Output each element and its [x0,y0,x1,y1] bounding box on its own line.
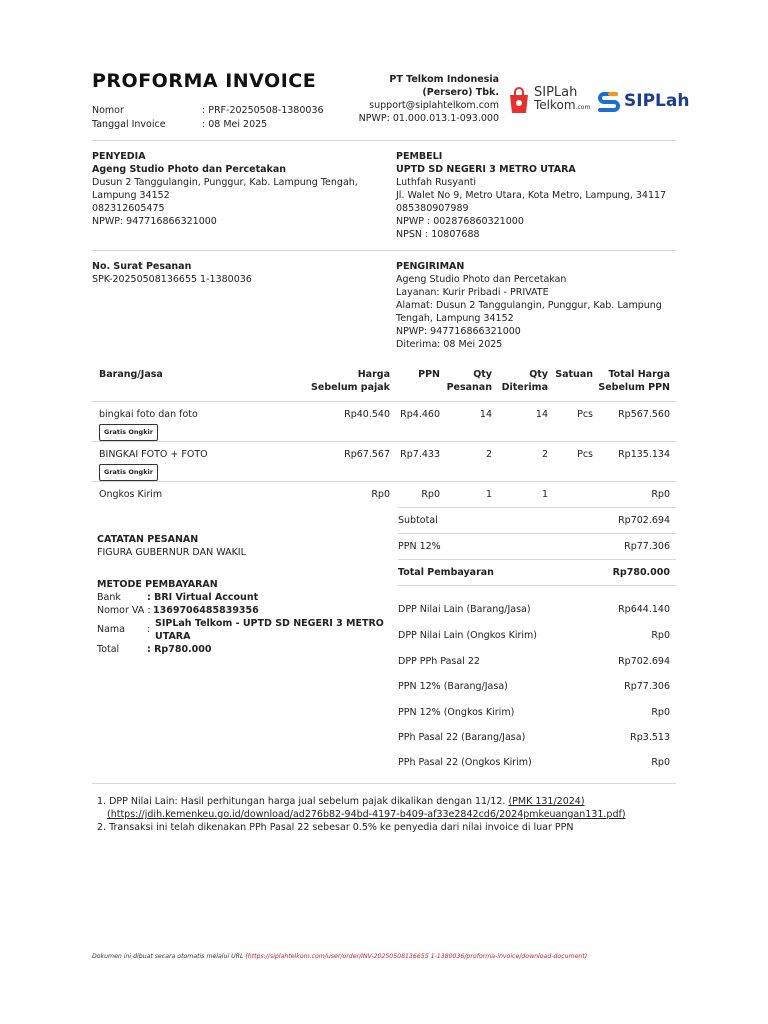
catatan-block [97,533,387,559]
notes-block [97,795,677,834]
pengiriman-diterima: Diterima: 08 Mei 2025 [396,339,503,350]
row-item-name: BINGKAI FOTO + FOTO [99,449,208,460]
row-item-cell [99,448,208,481]
nama-label: Nama [97,624,126,635]
penyedia-address2: Lampung 34152 [92,190,170,201]
row-item-name: Ongkos Kirim [99,489,163,500]
row-item-cell [99,408,198,441]
dpp-lain-bj-row [398,604,670,615]
total-label: Total Pembayaran [398,567,494,578]
note-2: 2. Transaksi ini telah dikenakan PPh Pasal 22 sebesar 0.5% ke penyedia dari nilai invoice di luar PPN [97,822,574,833]
document-url-link[interactable]: https://siplahtelkom.com/user/order/INV-20250508136655 1-1380036/proforma-invoice/download-document [247,953,585,960]
issuer-name-line2: (Persero) Tbk. [422,87,499,98]
jdih-link[interactable]: (https://jdih.kemenkeu.go.id/download/ad276b82-94bd-4197-b409-af33e2842cd6/2024pmkeuangan131.pdf) [107,809,626,820]
pengiriman-alamat1: Alamat: Dusun 2 Tanggulangin, Punggur, Kab. Lampung [396,300,662,311]
note-1: 1. DPP Nilai Lain: Hasil perhitungan harga jual sebelum pajak dikalikan dengan 11/12. (PMK 131/2024) [97,796,585,807]
metode-heading: METODE PEMBAYARAN [97,579,218,590]
pembeli-npwp: NPWP : 002876860321000 [396,216,524,227]
penyedia-heading: PENYEDIA [92,151,146,162]
row-qty-diterima: 14 [535,409,548,420]
divider [92,140,676,141]
divider [92,783,676,784]
siplah-mark-icon [596,89,622,113]
pmk-link[interactable]: (PMK 131/2024) [508,796,585,807]
ppn-bj-row [398,681,670,692]
pph-bj-row [398,732,670,743]
divider [398,585,676,586]
penyedia-name: Ageng Studio Photo dan Percetakan [92,164,287,175]
tanggal-value: : 08 Mei 2025 [202,119,268,130]
dpp-pph-value: Rp702.694 [618,656,670,667]
subtotal-label: Subtotal [398,515,438,526]
row-harga: Rp0 [371,489,390,500]
row-qty-pesanan: 1 [485,489,492,500]
ppn-bj-label: PPN 12% (Barang/Jasa) [398,681,508,692]
bank-label: Bank [97,592,121,603]
row-qty-pesanan: 14 [479,409,492,420]
total-value: Rp780.000 [612,567,670,578]
dpp-lain-bj-value: Rp644.140 [618,604,670,615]
nomor-label: Nomor [92,105,124,116]
row-satuan: Pcs [577,449,593,460]
pph-ok-value: Rp0 [651,757,670,768]
row-item-name: bingkai foto dan foto [99,409,198,420]
pembeli-name: UPTD SD NEGERI 3 METRO UTARA [396,164,576,175]
divider [92,481,676,482]
pengiriman-block [396,260,676,351]
logo1-text-a: SIPLah [534,85,578,100]
ppn-label: PPN 12% [398,541,441,552]
penyedia-phone: 082312605475 [92,203,165,214]
divider [398,507,676,508]
gratis-ongkir-badge: Gratis Ongkir [99,424,158,441]
pph-ok-row [398,757,670,768]
row-ppn: Rp0 [421,489,440,500]
ppn-ok-value: Rp0 [651,707,670,718]
catatan-value: FIGURA GUBERNUR DAN WAKIL [97,547,246,558]
nama-value: SIPLah Telkom - UPTD SD NEGERI 3 METRO UTARA [155,618,384,642]
nomor-row [92,104,324,117]
tanggal-label: Tanggal Invoice [92,119,166,130]
divider [398,559,676,560]
pengiriman-heading: PENGIRIMAN [396,261,465,272]
th-harga: Harga Sebelum pajak [311,369,390,393]
page-title: PROFORMA INVOICE [92,70,317,92]
pembeli-contact: Luthfah Rusyanti [396,177,477,188]
row-harga: Rp67.567 [344,449,390,460]
pembeli-phone: 085380907989 [396,203,469,214]
logo2-text: SIPLah [624,91,690,111]
bank-value: : BRI Virtual Account [147,592,259,603]
issuer-block [300,73,499,125]
row-total: Rp567.560 [618,409,670,420]
pengiriman-name: Ageng Studio Photo dan Percetakan [396,274,567,285]
issuer-email: support@siplahtelkom.com [369,100,499,111]
divider [92,401,676,402]
logo1-text-c: .com [575,104,591,111]
th-ppn: PPN [418,369,440,380]
gratis-ongkir-badge: Gratis Ongkir [99,464,158,481]
penyedia-address1: Dusun 2 Tanggulangin, Punggur, Kab. Lampung Tengah, [92,177,358,188]
tanggal-row [92,118,267,131]
subtotal-row [398,515,670,526]
nama-colon: : [147,624,151,635]
penyedia-block [92,150,382,228]
pengiriman-npwp: NPWP: 947716866321000 [396,326,521,337]
dpp-lain-ok-row [398,630,670,641]
ppn-row [398,541,670,552]
dpp-pph-row [398,656,670,667]
surat-block [92,260,382,286]
table-row [92,488,676,504]
pph-bj-value: Rp3.513 [630,732,670,743]
catatan-heading: CATATAN PESANAN [97,534,199,545]
total-bayar-value: : Rp780.000 [147,644,212,655]
row-satuan: Pcs [577,409,593,420]
row-ppn: Rp7.433 [400,449,440,460]
penyedia-npwp: NPWP: 947716866321000 [92,216,217,227]
table-row [92,448,676,480]
row-total: Rp0 [651,489,670,500]
table-header [92,368,676,398]
row-qty-diterima: 2 [541,449,548,460]
table-row [92,408,676,440]
pembeli-address: Jl. Walet No 9, Metro Utara, Kota Metro, Lampung, 34117 [396,190,667,201]
dpp-lain-ok-value: Rp0 [651,630,670,641]
divider [398,533,676,534]
dpp-lain-bj-label: DPP Nilai Lain (Barang/Jasa) [398,604,531,615]
ppn-ok-row [398,707,670,718]
th-item: Barang/Jasa [99,369,163,380]
pph-bj-label: PPh Pasal 22 (Barang/Jasa) [398,732,526,743]
pembeli-block [396,150,676,241]
row-ppn: Rp4.460 [400,409,440,420]
row-qty-pesanan: 2 [485,449,492,460]
th-qty-diterima: Qty Diterima [501,369,548,393]
pengiriman-alamat2: Tengah, Lampung 34152 [396,313,514,324]
issuer-name-line1: PT Telkom Indonesia [389,74,499,85]
th-satuan: Satuan [555,369,593,380]
siplah-telkom-logo [506,85,591,114]
divider [92,441,676,442]
pembeli-heading: PEMBELI [396,151,443,162]
surat-heading: No. Surat Pesanan [92,261,192,272]
total-row [398,567,670,578]
divider [92,250,676,251]
th-total: Total Harga Sebelum PPN [598,369,670,393]
surat-value: SPK-20250508136655 1-1380036 [92,274,252,285]
shopping-bag-icon [506,86,532,114]
va-label: Nomor VA : [97,605,151,616]
ppn-bj-value: Rp77.306 [624,681,670,692]
total-bayar-label: Total [97,644,120,655]
pembeli-npsn: NPSN : 10807688 [396,229,480,240]
nomor-value: : PRF-20250508-1380036 [202,105,324,116]
pph-ok-label: PPh Pasal 22 (Ongkos Kirim) [398,757,532,768]
siplah-logo [596,88,690,114]
va-value: 1369706485839356 [153,605,259,616]
dpp-pph-label: DPP PPh Pasal 22 [398,656,480,667]
subtotal-value: Rp702.694 [618,515,670,526]
logo1-text-b: Telkom [534,98,576,112]
row-qty-diterima: 1 [541,489,548,500]
ppn-value: Rp77.306 [624,541,670,552]
issuer-npwp: NPWP: 01.000.013.1-093.000 [358,113,499,124]
dpp-lain-ok-label: DPP Nilai Lain (Ongkos Kirim) [398,630,538,641]
ppn-ok-label: PPN 12% (Ongkos Kirim) [398,707,515,718]
metode-block [97,578,387,656]
th-qty-pesanan: Qty Pesanan [446,369,492,393]
row-total: Rp135.134 [618,449,670,460]
footer-note: Dokumen ini dibuat secara otomatis melalui URL (https://siplahtelkom.com/user/order/INV-20250508136655 1-1380036/proforma-invoice/download-document) [92,953,588,960]
pengiriman-layanan: Layanan: Kurir Pribadi - PRIVATE [396,287,549,298]
row-harga: Rp40.540 [344,409,390,420]
